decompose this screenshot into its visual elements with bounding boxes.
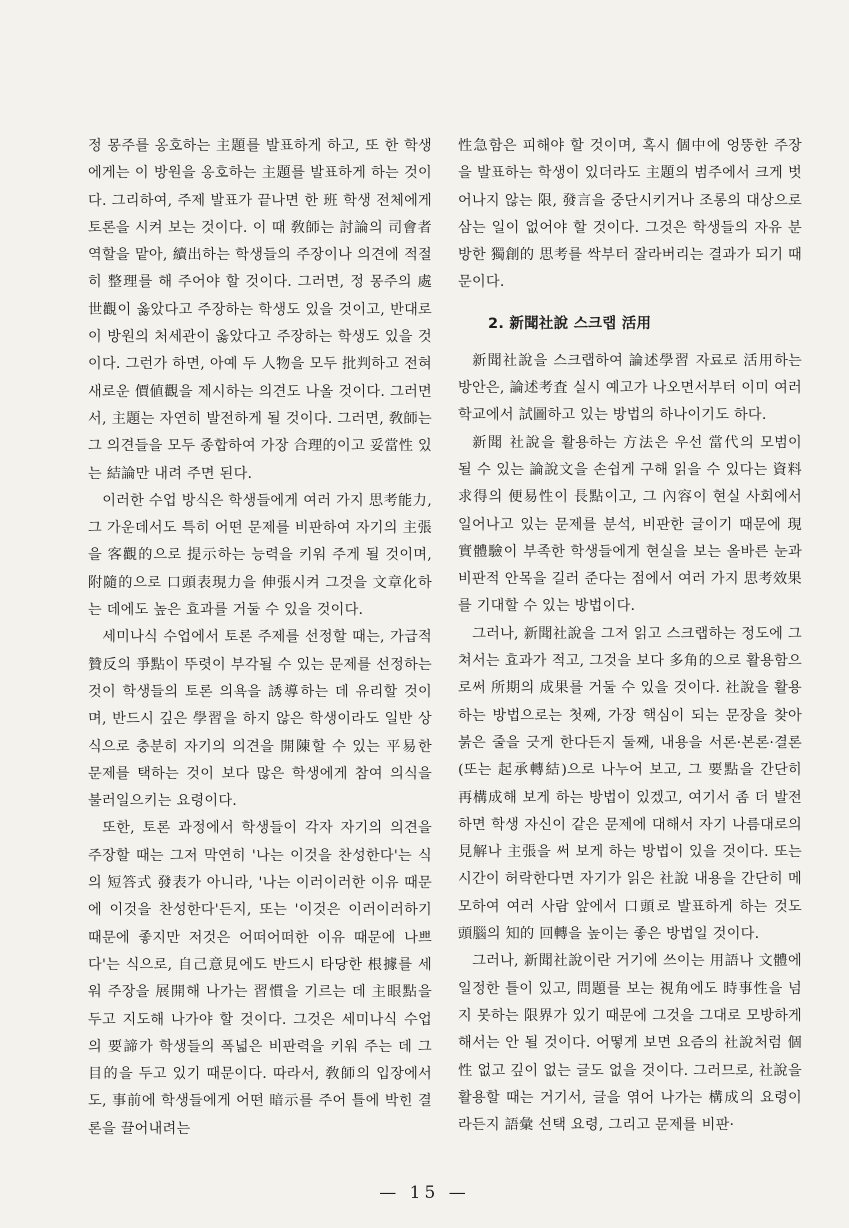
paragraph: 그러나, 新聞社說이란 거기에 쓰이는 用語나 文體에 일정한 틀이 있고, 問題를 보는 視角에도 時事性을 넘지 못하는 限界가 있기 때문에 그것을 그대로 모방하게 해서는 안 될 것이다. 어떻게 보면 요즘의 社說처럼 個性 없고 깊이 없는 글도 없을 것이다. 그러므로, 社說을 활용할 때는 거기서, 글을 엮어 나가는 構成의 요령이라든지 語彙 선택 요령, 그리고 문제를 비판· <box>458 953 802 1134</box>
paragraph: 그러나, 新聞社說을 그저 읽고 스크랩하는 정도에 그쳐서는 효과가 적고, 그것을 보다 多角的으로 활용함으로써 所期의 成果를 거둘 수 있을 것이다. 社說을 활용하는 방법으로는 첫째, 가장 핵심이 되는 문장을 찾아 붉은 줄을 긋게 한다든지 둘째, 내용을 서론·본론·결론(또는 起承轉結)으로 나누어 보고, 그 要點을 간단히 再構成해 보게 하는 방법이 있겠고, 여기서 좀 더 발전하면 학생 자신이 같은 문제에 대해서 자기 나름대로의 見解나 主張을 써 보게 하는 방법이 있을 것이다. 또는 시간이 허락한다면 자기가 읽은 社說 내용을 간단히 메모하여 여러 사람 앞에서 口頭로 발표하게 하는 것도 頭腦의 知的 回轉을 높이는 좋은 방법일 것이다. <box>458 625 802 943</box>
paragraph: 性急함은 피해야 할 것이며, 혹시 個中에 엉뚱한 주장을 발표하는 학생이 있더라도 主題의 범주에서 크게 벗어나지 않는 限, 發言을 중단시키거나 조롱의 대상으로 삼는 일이 없어야 할 것이다. 그것은 학생들의 자유 분방한 獨創的 思考를 싹부터 잘라버리는 결과가 되기 때문이다. <box>458 138 802 291</box>
page-number: — 15 — <box>379 1183 470 1203</box>
paragraph: 또한, 토론 과정에서 학생들이 각자 자기의 의견을 주장할 때는 그저 막연히 '나는 이것을 찬성한다'는 식의 短答式 發表가 아니라, '나는 이러이러한 이유 때문에 이것을 찬성한다'든지, 또는 '이것은 이러이러하기 때문에 좋지만 저것은 어떠어떠한 이유 때문에 나쁘다'는 식으로, 自己意見에도 반드시 타당한 根據를 세워 주장을 展開해 나가는 習慣을 기르는 데 主眼點을 두고 지도해 나가야 할 것이다. 그것은 세미나식 수업의 要諦가 학생들의 폭넓은 비판력을 키워 주는 데 그 目的을 두고 있기 때문이다. 따라서, 敎師의 입장에서도, 事前에 학생들에게 어떤 暗示를 주어 틀에 박힌 결론을 끌어내려는 <box>88 820 432 1137</box>
paragraph: 세미나식 수업에서 토론 주제를 선정할 때는, 가급적 贊反의 爭點이 뚜렷이 부각될 수 있는 문제를 선정하는 것이 학생들의 토론 의욕을 誘導하는 데 유리할 것이며, 반드시 깊은 學習을 하지 않은 학생이라도 일반 상식으로 충분히 자기의 의견을 開陳할 수 있는 平易한 문제를 택하는 것이 보다 많은 학생에게 참여 의식을 불러일으키는 요령이다. <box>88 629 432 810</box>
paragraph: 新聞社說을 스크랩하여 論述學習 자료로 活用하는 방안은, 論述考査 실시 예고가 나오면서부터 이미 여러 학교에서 試圖하고 있는 방법의 하나이기도 하다. <box>458 352 802 424</box>
left-column <box>88 133 432 1143</box>
section-heading: 2. 新聞社說 스크랩 活用 <box>488 315 652 332</box>
paragraph: 이러한 수업 방식은 학생들에게 여러 가지 思考能力, 그 가운데서도 특히 어떤 문제를 비판하여 자기의 主張을 客觀的으로 提示하는 능력을 키워 주게 될 것이며, 附隨的으로 口頭表現力을 伸張시켜 그것을 文章化하는 데에도 높은 효과를 거둘 수 있을 것이다. <box>88 492 432 619</box>
paragraph: 정 몽주를 옹호하는 主題를 발표하게 하고, 또 한 학생에게는 이 방원을 옹호하는 主題를 발표하게 하는 것이다. 그리하여, 주제 발표가 끝나면 한 班 학생 전체에게 토론을 시켜 보는 것이다. 이 때 敎師는 討論의 司會者 역할을 맡아, 續出하는 학생들의 주장이나 의견에 적절히 整理를 해 주어야 할 것이다. 그러면, 정 몽주의 處世觀이 옳았다고 주장하는 학생도 있을 것이고, 반대로 이 방원의 처세관이 옳았다고 주장하는 학생도 있을 것이다. 그런가 하면, 아예 두 人物을 모두 批判하고 전혀 새로운 價値觀을 제시하는 의견도 나올 것이다. 그러면서, 主題는 자연히 발전하게 될 것이다. 그러면, 敎師는 그 의견들을 모두 종합하여 가장 合理的이고 妥當性 있는 結論만 내려 주면 된다. <box>88 138 432 482</box>
right-column <box>458 133 802 1139</box>
paragraph: 新聞 社說을 활용하는 方法은 우선 當代의 모범이 될 수 있는 論說文을 손쉽게 구해 읽을 수 있다는 資料求得의 便易性이 長點이고, 그 內容이 현실 사회에서 일어나고 있는 문제를 분석, 비판한 글이기 때문에 現實體驗이 부족한 학생들에게 현실을 보는 올바른 눈과 비판적 안목을 길러 준다는 점에서 여러 가지 思考效果를 기대할 수 있는 방법이다. <box>458 434 802 615</box>
